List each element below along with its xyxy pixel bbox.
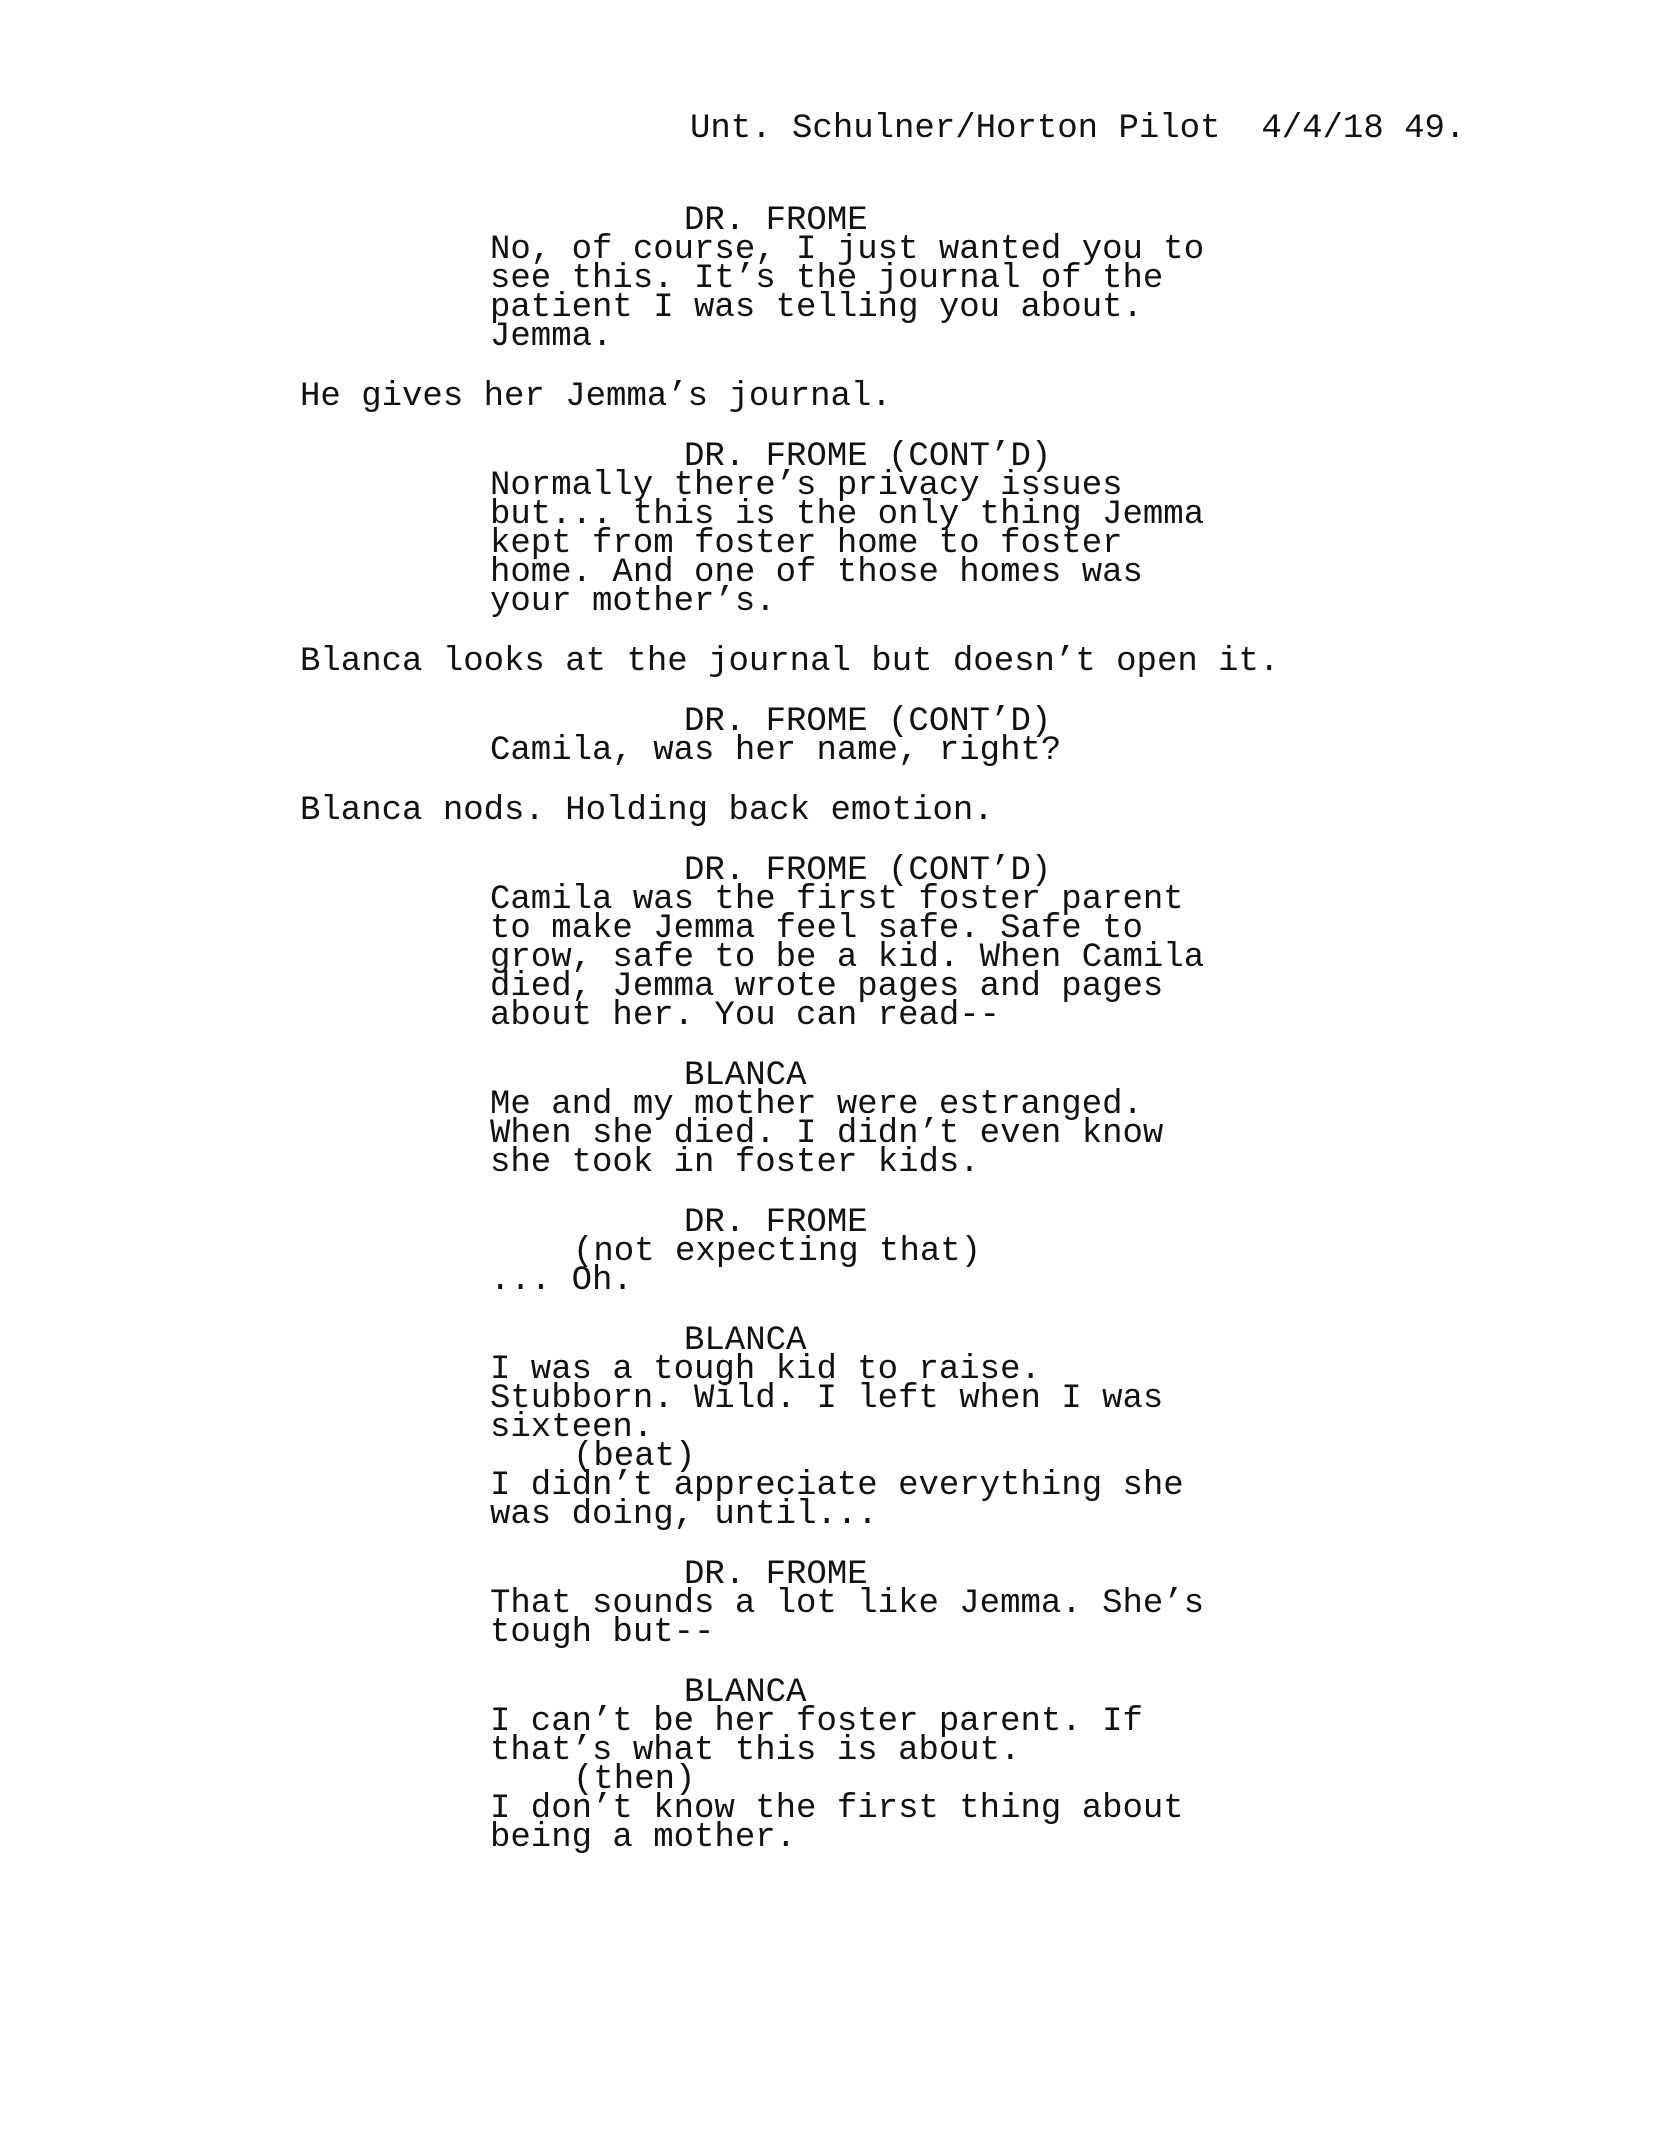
dialogue-line: she took in foster kids. (490, 1144, 980, 1182)
dialogue-line: I don’t know the first thing about (490, 1790, 1184, 1828)
dialogue-block (0, 1790, 1653, 1857)
dialogue-block (0, 881, 1653, 1035)
dialogue-block (0, 467, 1653, 621)
dialogue-block (0, 1703, 1653, 1770)
parenthetical (0, 1233, 1653, 1271)
dialogue-line: patient I was telling you about. (490, 289, 1143, 327)
paren-line: (then) (573, 1761, 696, 1799)
block-gap (0, 1031, 1653, 1062)
dialogue-line: When she died. I didn’t even know (490, 1115, 1164, 1153)
action-line: Blanca nods. Holding back emotion. (300, 792, 994, 830)
dialogue-line: home. And one of those homes was (490, 554, 1143, 592)
character-line: DR. FROME (CONT’D) (684, 703, 1052, 741)
dialogue-line: was doing, until... (490, 1496, 878, 1534)
dialogue-line: Jemma. (490, 318, 613, 356)
dialogue-line: that’s what this is about. (490, 1732, 1021, 1770)
dialogue-block (0, 1086, 1653, 1182)
dialogue-line: ... Oh. (490, 1262, 633, 1300)
header-title: Unt. Schulner/Horton Pilot (690, 110, 1221, 148)
dialogue-line: kept from foster home to foster (490, 525, 1123, 563)
dialogue-line: That sounds a lot like Jemma. She’s (490, 1585, 1205, 1623)
dialogue-line: Stubborn. Wild. I left when I was (490, 1380, 1164, 1418)
dialogue-line: grow, safe to be a kid. When Camila (490, 939, 1205, 977)
paren-line: (not expecting that) (573, 1233, 982, 1271)
action-block (0, 792, 1653, 830)
action-line: He gives her Jemma’s journal. (300, 378, 892, 416)
block-gap (0, 1296, 1653, 1327)
dialogue-line: I was a tough kid to raise. (490, 1351, 1041, 1389)
character-line: BLANCA (684, 1322, 807, 1360)
dialogue-line: Camila was the first foster parent (490, 881, 1184, 919)
dialogue-line: sixteen. (490, 1409, 654, 1447)
action-block (0, 378, 1653, 416)
dialogue-block (0, 1262, 1653, 1300)
block-gap (0, 1648, 1653, 1679)
dialogue-line: Normally there’s privacy issues (490, 467, 1123, 505)
character-line: DR. FROME (684, 1204, 868, 1242)
character-line: BLANCA (684, 1674, 807, 1712)
character-line: DR. FROME (684, 1556, 868, 1594)
dialogue-block (0, 231, 1653, 356)
dialogue-line: Camila, was her name, right? (490, 732, 1062, 770)
dialogue-line: about her. You can read-- (490, 997, 1001, 1035)
character-line: DR. FROME (CONT’D) (684, 438, 1052, 476)
action-block (0, 643, 1653, 681)
dialogue-block (0, 1467, 1653, 1534)
dialogue-line: see this. It’s the journal of the (490, 260, 1164, 298)
header-date: 4/4/18 (1261, 110, 1384, 148)
dialogue-line: to make Jemma feel safe. Safe to (490, 910, 1143, 948)
page-number: 49. (1404, 110, 1466, 148)
dialogue-block (0, 1351, 1653, 1447)
action-line: Blanca looks at the journal but doesn’t open it. (300, 643, 1280, 681)
script-body (0, 202, 1653, 1857)
paren-line: (beat) (573, 1438, 696, 1476)
dialogue-block (0, 1585, 1653, 1652)
dialogue-line: I can’t be her foster parent. If (490, 1703, 1143, 1741)
dialogue-line: died, Jemma wrote pages and pages (490, 968, 1164, 1006)
dialogue-line: your mother’s. (490, 583, 776, 621)
page-header (690, 110, 1466, 148)
dialogue-line: being a mother. (490, 1819, 797, 1857)
dialogue-block (0, 732, 1653, 770)
dialogue-line: I didn’t appreciate everything she (490, 1467, 1184, 1505)
character-line: DR. FROME (684, 202, 868, 240)
character-line: DR. FROME (CONT’D) (684, 852, 1052, 890)
dialogue-line: but... this is the only thing Jemma (490, 496, 1205, 534)
dialogue-line: No, of course, I just wanted you to (490, 231, 1205, 269)
character-line: BLANCA (684, 1057, 807, 1095)
dialogue-line: tough but-- (490, 1614, 715, 1652)
dialogue-line: Me and my mother were estranged. (490, 1086, 1143, 1124)
